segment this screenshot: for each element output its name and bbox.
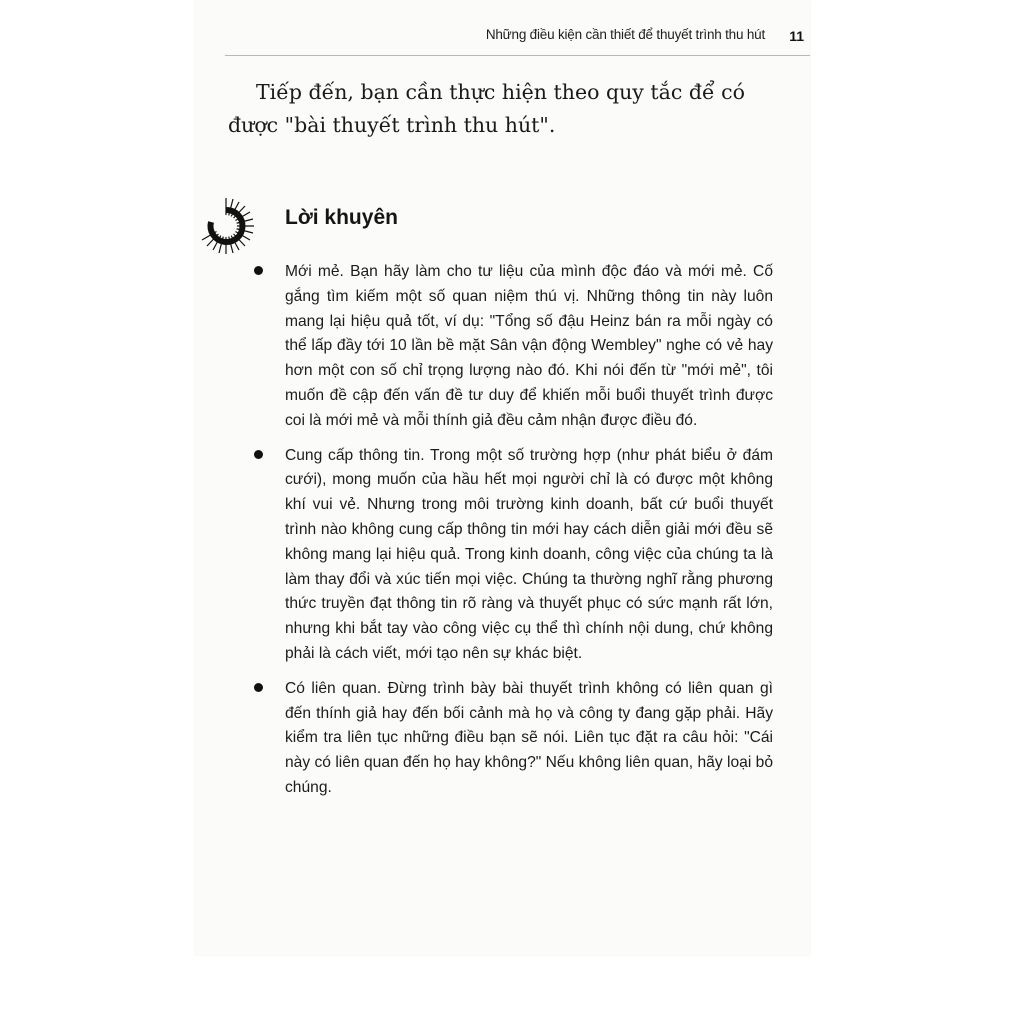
header-divider: [225, 55, 810, 56]
running-header: [225, 27, 810, 51]
list-item-text: Cung cấp thông tin. Trong một số trường hợp (như phát biểu ở đám cưới), mong muốn của hầu hết mọi người chỉ là có được một không khí vui vẻ. Nhưng trong môi trường kinh doanh, bất cứ buổi thuyết trình nào không cung cấp thông tin mới hay cách diễn giải mới đều sẽ không mang lại hiệu quả. Trong kinh doanh, công việc của chúng ta là làm thay đổi và xúc tiến mọi việc. Chúng ta thường nghĩ rằng phương thức truyền đạt thông tin rõ ràng và thuyết phục có sức mạnh rất lớn, nhưng khi bắt tay vào công việc cụ thể thì chính nội dung, chứ không phải là cách viết, mới tạo nên sự khác biệt.: [285, 446, 773, 662]
bullet-icon: [254, 266, 263, 275]
running-title: Những điều kiện cần thiết để thuyết trình thu hút: [485, 27, 765, 42]
page-number: 11: [789, 28, 804, 44]
list-item: [285, 260, 773, 434]
list-item-text: Có liên quan. Đừng trình bày bài thuyết trình không có liên quan gì đến thính giả hay đến bối cảnh mà họ và công ty đang gặp phải. Hãy kiểm tra liên tục những điều bạn sẽ nói. Liên tục đặt ra câu hỏi: "Cái này có liên quan đến họ hay không?" Nếu không liên quan, hãy loại bỏ chúng.: [285, 679, 773, 796]
bullet-icon: [254, 450, 263, 459]
section-title: Lời khuyên: [285, 206, 398, 229]
intro-paragraph: Tiếp đến, bạn cần thực hiện theo quy tắc để có được "bài thuyết trình thu hút".: [228, 80, 745, 137]
bullet-icon: [254, 683, 263, 692]
list-item: [285, 677, 773, 801]
tips-list: [285, 260, 773, 811]
list-item-text: Mới mẻ. Bạn hãy làm cho tư liệu của mình độc đáo và mới mẻ. Cố gắng tìm kiếm một số quan niệm thú vị. Những thông tin này luôn mang lại hiệu quả tốt, ví dụ: "Tổng số đậu Heinz bán ra mỗi ngày có thể lấp đầy tới 10 lần bề mặt Sân vận động Wembley" nghe có vẻ hay hơn một con số chỉ trọng lượng nào đó. Khi nói đến từ "mới mẻ", tôi muốn đề cập đến vấn đề tư duy để khiến mỗi buổi thuyết trình được coi là mới mẻ và mỗi thính giả đều cảm nhận được điều đó.: [285, 263, 773, 429]
sun-burst-icon: [196, 196, 256, 256]
list-item: [285, 444, 773, 667]
